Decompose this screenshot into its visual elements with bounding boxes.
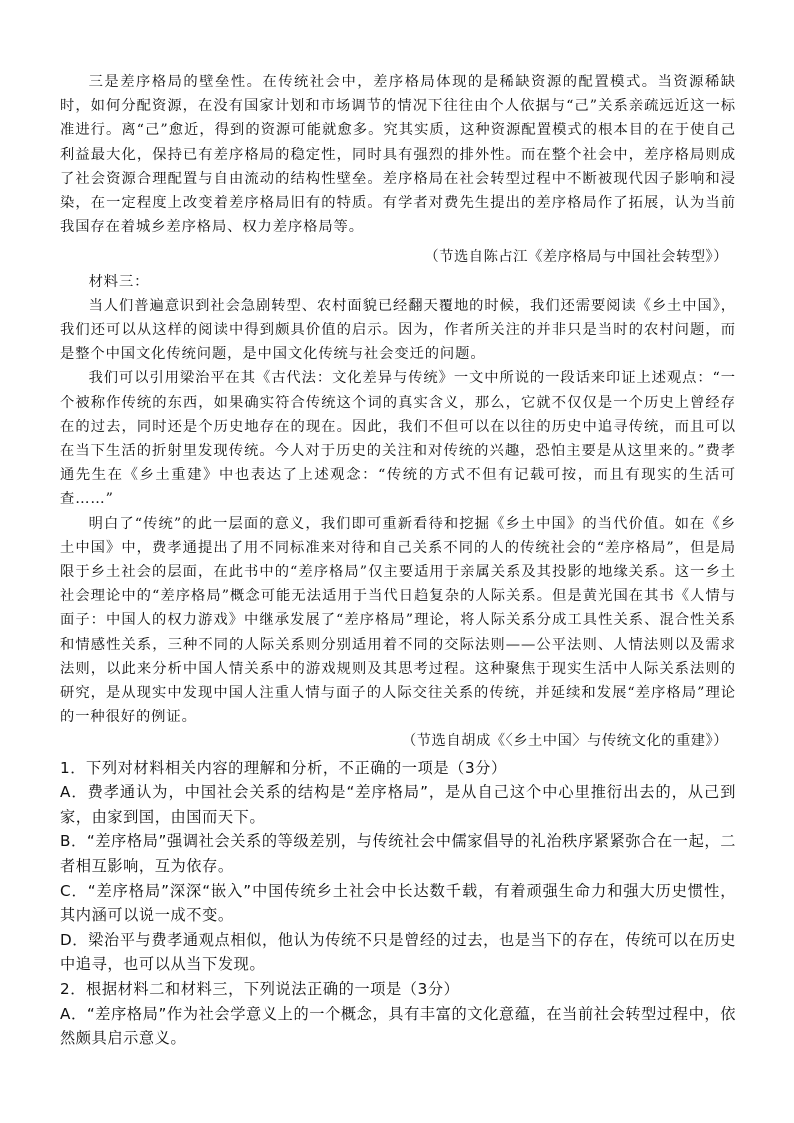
option-a: A．“差序格局”作为社会学意义上的一个概念，具有丰富的文化意蕴，在当前社会转型过程中，依然颇具启示意义。: [60, 1004, 736, 1048]
option-d: D．梁治平与费孝通观点相似，他认为传统不只是曾经的过去，也是当下的存在，传统可以在历史中追寻，也可以从当下发现。: [60, 930, 736, 974]
material3-source: （节选自胡成《〈乡土中国〉与传统文化的重建》）: [401, 733, 728, 750]
exam-page: [60, 70, 736, 1051]
material2-paragraph: 三是差序格局的壁垒性。在传统社会中，差序格局体现的是稀缺资源的配置模式。当资源稀缺时，如何分配资源，在没有国家计划和市场调节的情况下往往由个人依据与“己”关系亲疏远近这一标准进行。离“己”愈近，得到的资源可能就愈多。究其实质，这种资源配置模式的根本目的在于使自己利益最大化，保持已有差序格局的稳定性，同时具有强烈的排外性。而在整个社会中，差序格局则成了社会资源合理配置与自由流动的结构性壁垒。差序格局在社会转型过程中不断被现代因子影响和浸染，在一定程度上改变着差序格局旧有的特质。有学者对费先生提出的差序格局作了拓展，认为当前我国存在着城乡差序格局、权力差序格局等。: [60, 74, 736, 236]
material3-paragraph: 我们可以引用梁治平在其《古代法：文化差异与传统》一文中所说的一段话来印证上述观点：“一个被称作传统的东西，如果确实符合传统这个词的真实含义，那么，它就不仅仅是一个历史上曾经存在的过去，同时还是个历史地存在的现在。因此，我们不但可以在以往的历史中追寻传统，而且可以在当下生活的折射里发现传统。今人对于历史的关注和对传统的兴趣，恐怕主要是从这里来的。”费孝通先生在《乡土重建》中也表达了上述观念：“传统的方式不但有记载可按，而且有现实的生活可查……”: [60, 370, 736, 508]
material2-source: （节选自陈占江《差序格局与中国社会转型》）: [424, 249, 728, 266]
question-1: [60, 756, 736, 977]
option-a: A．费孝通认为，中国社会关系的结构是“差序格局”，是从自己这个中心里推衍出去的，从己到家，由家到国，由国而天下。: [60, 783, 736, 826]
option-b: B．“差序格局”强调社会关系的等级差别，与传统社会中儒家倡导的礼治秩序紧紧弥合在一起，二者相互影响，互为依存。: [60, 832, 736, 876]
question-title: 2．根据材料二和材料三，下列说法正确的一项是（3分）: [60, 980, 460, 999]
option-c: C．“差序格局”深深“嵌入”中国传统乡土社会中长达数千载，有着顽强生命力和强大历史惯性，其内涵可以说一成不变。: [60, 881, 736, 925]
question-2: [60, 977, 736, 1051]
material3-paragraph: 明白了“传统”的此一层面的意义，我们即可重新看待和挖掘《乡土中国》的当代价值。如在《乡土中国》中，费孝通提出了用不同标准来对待和自己关系不同的人的传统社会的“差序格局”，但是局限于乡土社会的层面，在此书中的“差序格局”仅主要适用于亲属关系及其投影的地缘关系。这一乡土社会理论中的“差序格局”概念可能无法适用于当代日趋复杂的人际关系。但是黄光国在其书《人情与面子：中国人的权力游戏》中继承发展了“差序格局”理论，将人际关系分成工具性关系、混合性关系和情感性关系，三种不同的人际关系则分别适用着不同的交际法则——公平法则、人情法则以及需求法则，以此来分析中国人情关系中的游戏规则及其思考过程。这种聚焦于现实生活中人际关系法则的研究，是从现实中发现中国人注重人情与面子的人际交往关系的传统，并延续和发展“差序格局”理论的一种很好的例证。: [60, 515, 736, 726]
question-title: 1．下列对材料相关内容的理解和分析，不正确的一项是（3分）: [60, 758, 507, 777]
material3-label: 材料三：: [88, 273, 150, 290]
material3-paragraph: 当人们普遍意识到社会急剧转型、农村面貌已经翻天覆地的时候，我们还需要阅读《乡土中国》，我们还可以从这样的阅读中得到颇具价值的启示。因为，作者所关注的并非只是当时的农村问题，而是整个中国文化传统问题，是中国文化传统与社会变迁的问题。: [60, 297, 736, 363]
